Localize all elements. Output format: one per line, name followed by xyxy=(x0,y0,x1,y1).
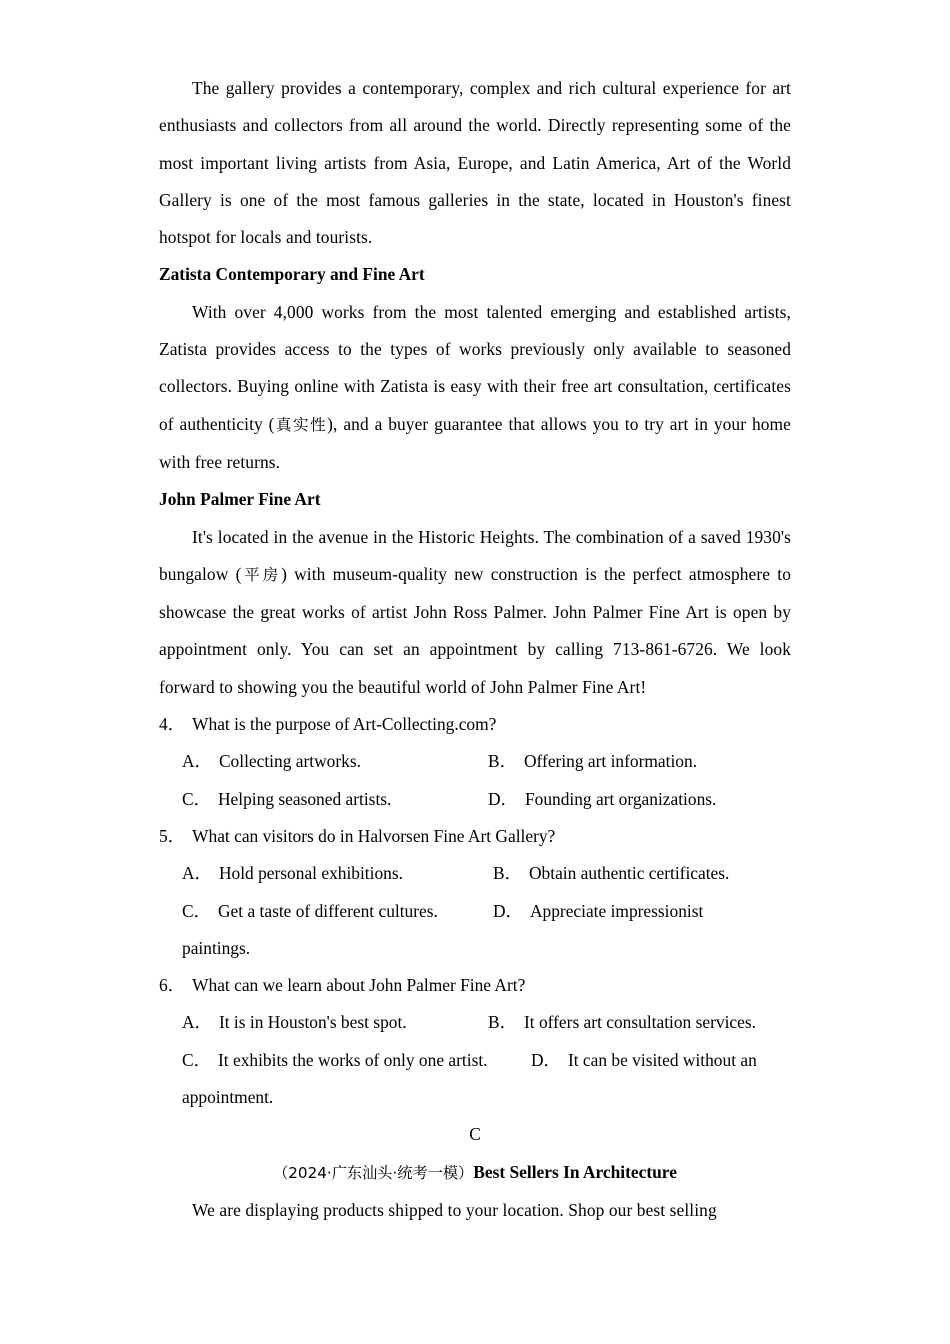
question-4-option-a-text[interactable]: Collecting artworks. xyxy=(218,751,361,772)
question-5-option-d[interactable] xyxy=(493,893,703,930)
question-6-option-b-text[interactable]: It offers art consultation services. xyxy=(524,1012,756,1033)
paragraph-gallery-intro: The gallery provides a contemporary, complex and rich cultural experience for art enthusiasts and collectors from all around the world. Directly representing some of the most important living artists from Asia, Europe, and Latin America, Art of the World Gallery is one of the most famous galleries in the state, located in Houston's finest hotspot for locals and tourists. xyxy=(159,78,791,248)
palmer-text-part2: ) with museum-quality new construction is the perfect atmosphere to showcase the great works of artist John Ross Palmer. John Palmer Fine Art is open by appointment only. You can set an appointment by calling 713-861-6726. We look forward to showing you the beautiful world of John Palmer Fine Art! xyxy=(159,563,791,697)
question-5-option-c-marker[interactable]: C． xyxy=(182,900,211,921)
question-6-option-d-marker[interactable]: D． xyxy=(531,1049,561,1070)
question-4-option-c-marker[interactable]: C． xyxy=(182,788,211,809)
zatista-chinese-gloss: 真实性 xyxy=(274,415,328,434)
question-6-options-ab xyxy=(159,1004,791,1041)
question-4-options-ab xyxy=(159,743,791,780)
question-5 xyxy=(159,818,791,967)
question-6-option-d[interactable] xyxy=(531,1042,757,1079)
question-4-option-b-text[interactable]: Offering art information. xyxy=(524,751,698,772)
question-4-option-c-text[interactable]: Helping seasoned artists. xyxy=(218,788,392,809)
section-source-line xyxy=(159,1154,791,1192)
question-6-option-d-wrap[interactable]: appointment. xyxy=(182,1087,274,1108)
question-5-option-c-text[interactable]: Get a taste of different cultures. xyxy=(218,900,438,921)
heading-john-palmer: John Palmer Fine Art xyxy=(159,489,321,510)
question-4-option-d-text[interactable]: Founding art organizations. xyxy=(524,788,717,809)
question-4-option-b[interactable] xyxy=(488,743,697,780)
section-title: Best Sellers In Architecture xyxy=(473,1161,677,1182)
question-6-option-b[interactable] xyxy=(488,1004,756,1041)
question-6-option-a-text[interactable]: It is in Houston's best spot. xyxy=(218,1012,407,1033)
document-page xyxy=(159,70,791,1229)
question-6-option-d-text[interactable]: It can be visited without an xyxy=(567,1049,757,1070)
question-5-option-d-marker[interactable]: D． xyxy=(493,900,523,921)
question-5-option-a-text[interactable]: Hold personal exhibitions. xyxy=(218,863,403,884)
question-6-option-b-marker[interactable]: B． xyxy=(488,1012,517,1033)
question-5-option-b-text[interactable]: Obtain authentic certificates. xyxy=(529,863,730,884)
palmer-chinese-gloss: 平房 xyxy=(241,565,282,584)
question-6-options-cd xyxy=(159,1042,791,1079)
question-4-stem xyxy=(159,706,791,743)
question-4 xyxy=(159,706,791,818)
question-5-option-a-marker[interactable]: A． xyxy=(182,863,212,884)
question-5-option-b[interactable] xyxy=(493,855,729,892)
question-5-options-ab xyxy=(159,855,791,892)
question-4-option-d-marker[interactable]: D． xyxy=(488,788,518,809)
question-6-option-c-text[interactable]: It exhibits the works of only one artist. xyxy=(218,1049,488,1070)
question-4-option-a-marker[interactable]: A． xyxy=(182,751,212,772)
question-6-option-a-marker[interactable]: A． xyxy=(182,1012,212,1033)
source-tag: （2024·广东汕头·统考一模） xyxy=(273,1163,474,1182)
palmer-text-part1: It's located in the avenue in the Historic Heights. The combination of a saved 1930's bungalow ( xyxy=(159,526,791,584)
question-6 xyxy=(159,967,791,1116)
question-5-option-d-text[interactable]: Appreciate impressionist xyxy=(529,900,704,921)
question-5-options-cd xyxy=(159,893,791,930)
section-letter: C xyxy=(469,1124,481,1145)
question-5-text: What can visitors do in Halvorsen Fine Art Gallery? xyxy=(192,825,556,846)
question-6-stem xyxy=(159,967,791,1004)
question-6-option-c-marker[interactable]: C． xyxy=(182,1049,211,1070)
question-4-option-b-marker[interactable]: B． xyxy=(488,751,517,772)
zatista-text-part2: ), and a buyer guarantee that allows you to try art in your home with free returns. xyxy=(159,413,791,472)
question-4-options-cd xyxy=(159,781,791,818)
paragraph-bestsellers-body: We are displaying products shipped to your location. Shop our best selling xyxy=(192,1199,717,1220)
question-5-stem xyxy=(159,818,791,855)
zatista-text-part1: With over 4,000 works from the most talented emerging and established artists, Zatista provides access to the types of works previously only available to seasoned collectors. Buying online with Zatista is easy with their free art consultation, certificates of authenticity ( xyxy=(159,301,791,434)
heading-zatista: Zatista Contemporary and Fine Art xyxy=(159,264,425,285)
question-4-text: What is the purpose of Art-Collecting.com? xyxy=(192,714,497,735)
question-4-option-d[interactable] xyxy=(488,781,716,818)
question-5-option-d-wrap[interactable]: paintings. xyxy=(182,937,251,958)
question-4-number: 4． xyxy=(159,714,186,735)
paragraph-zatista-body xyxy=(159,294,791,481)
paragraph-palmer-body xyxy=(159,519,791,706)
question-6-text: What can we learn about John Palmer Fine Art? xyxy=(192,975,526,996)
question-5-option-b-marker[interactable]: B． xyxy=(493,863,522,884)
question-5-number: 5． xyxy=(159,825,186,846)
question-6-number: 6． xyxy=(159,975,186,996)
